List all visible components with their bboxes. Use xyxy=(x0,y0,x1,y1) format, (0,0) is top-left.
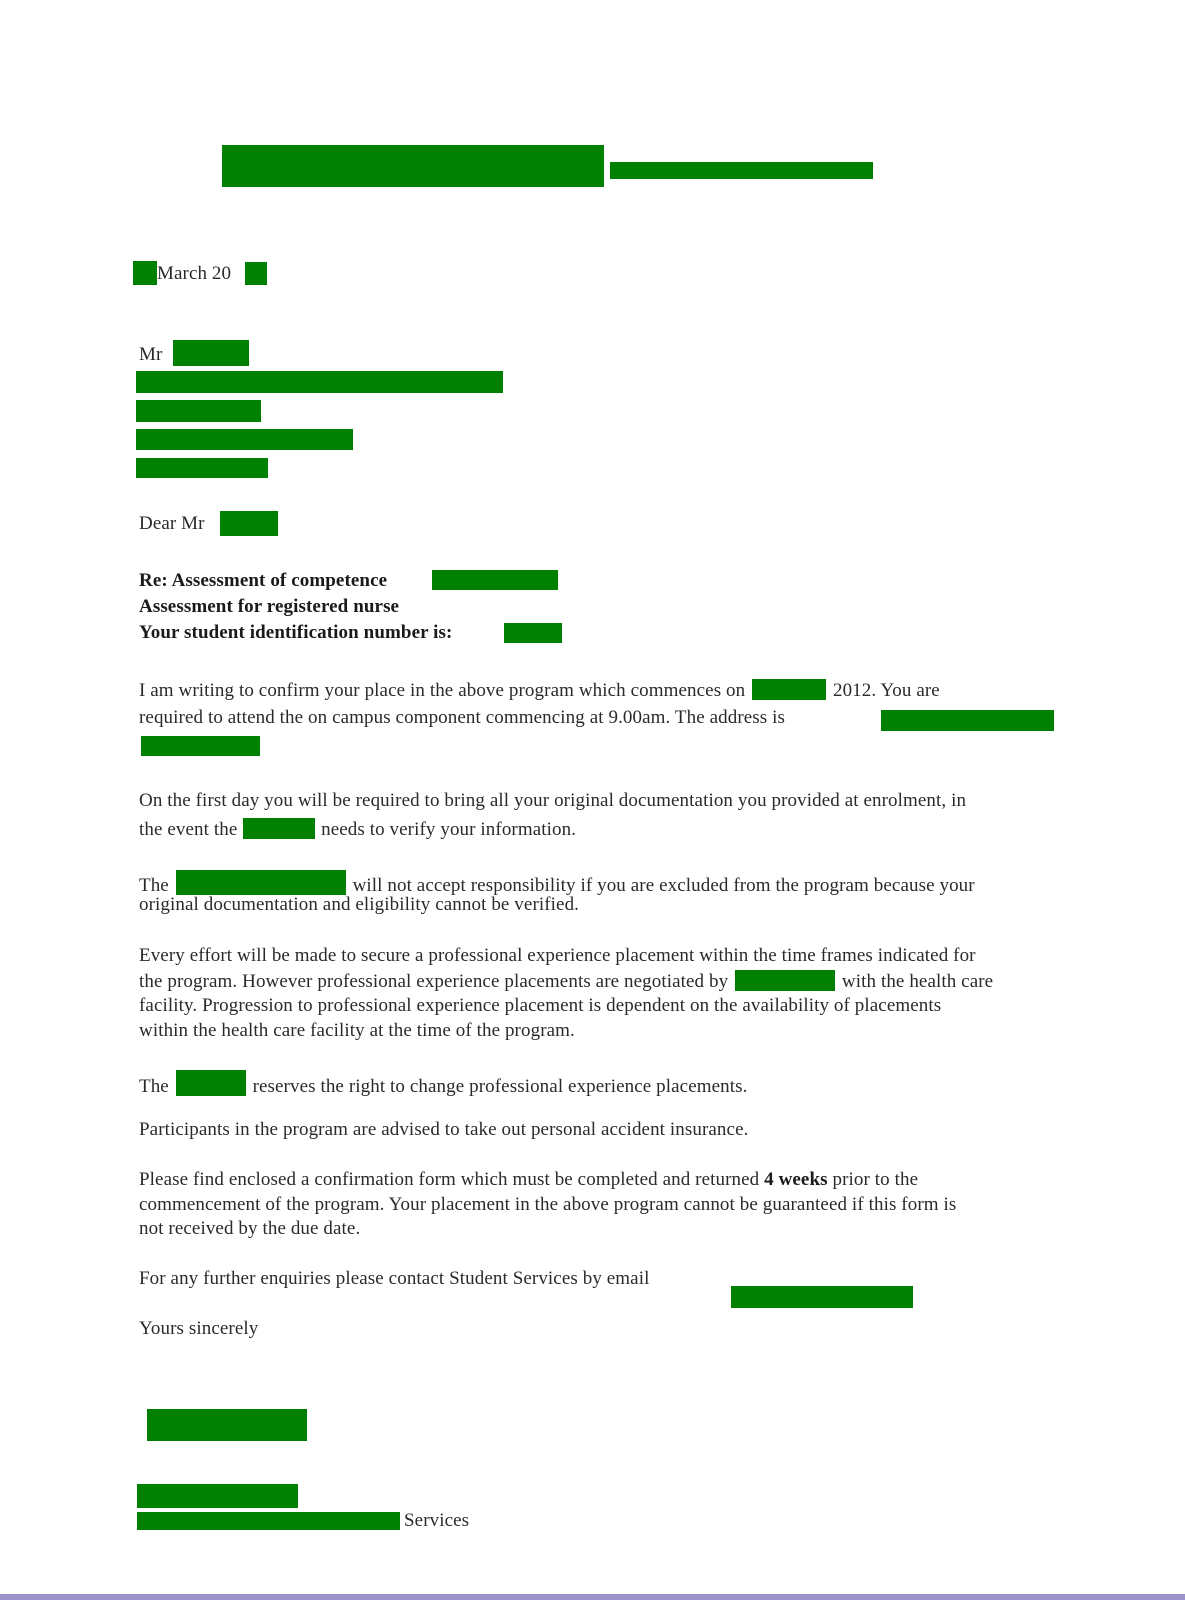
email-redaction xyxy=(731,1286,913,1308)
date-year-redaction xyxy=(245,262,267,285)
p7-line1 xyxy=(139,1169,918,1191)
p7-line3: not received by the due date. xyxy=(139,1218,361,1239)
p4-line1: Every effort will be made to secure a professional experience placement within the time frames indicated for xyxy=(139,945,976,966)
letterhead-logo-redaction xyxy=(222,145,604,187)
signatory-title-redaction xyxy=(137,1512,400,1530)
p3-line1 xyxy=(139,870,975,897)
p4-line2-text-b: with the health care xyxy=(841,971,994,992)
assessment-line: Assessment for registered nurse xyxy=(139,596,400,617)
address-line2-redaction xyxy=(136,400,261,422)
signatory-department: Services xyxy=(404,1510,470,1531)
address-redaction-a xyxy=(881,710,1054,731)
p2-line2-text-a: the event the xyxy=(139,819,238,840)
address-redaction-b xyxy=(141,736,260,756)
re-line-redaction xyxy=(432,570,558,590)
addressee-title: Mr xyxy=(139,344,163,365)
p7-line1-text-b: prior to the xyxy=(832,1169,919,1190)
p1-line2-text: required to attend the on campus component commencing at 9.00am. The address is xyxy=(139,707,785,728)
p3-line2: original documentation and eligibility cannot be verified. xyxy=(139,894,580,915)
salutation-name-redaction xyxy=(220,511,278,536)
p3-line1-text-b: will not accept responsibility if you are excluded from the program because your xyxy=(352,875,975,896)
re-line: Re: Assessment of competence xyxy=(139,570,388,591)
letterhead-text-redaction xyxy=(610,162,873,179)
p5-line xyxy=(139,1070,747,1098)
p6-line: Participants in the program are advised to take out personal accident insurance. xyxy=(139,1119,749,1140)
p2-line2-text-b: needs to verify your information. xyxy=(321,819,577,840)
p5-text-a: The xyxy=(139,1076,169,1097)
p4-line2 xyxy=(139,970,993,993)
institution-redaction-3 xyxy=(735,970,835,991)
p1-line2 xyxy=(139,707,785,729)
addressee-name-redaction xyxy=(173,340,249,366)
p4-line2-text-a: the program. However professional experience placements are negotiated by xyxy=(139,971,729,992)
student-id-line: Your student identification number is: xyxy=(139,622,453,643)
institution-redaction-2 xyxy=(176,870,346,895)
p4-line3: facility. Progression to professional experience placement is dependent on the availability of placements xyxy=(139,995,942,1016)
institution-redaction-4 xyxy=(176,1070,246,1096)
p7-weeks-emphasis: 4 weeks xyxy=(764,1169,828,1190)
date-day-redaction xyxy=(133,261,157,285)
salutation: Dear Mr xyxy=(139,513,205,534)
p1-line1-text-b: 2012. You are xyxy=(832,680,940,701)
p3-line1-text-a: The xyxy=(139,875,169,896)
p7-line2: commencement of the program. Your placement in the above program cannot be guaranteed if this form is xyxy=(139,1194,957,1215)
letter-date: March 20 xyxy=(157,263,232,284)
p5-text-b: reserves the right to change professional experience placements. xyxy=(252,1076,748,1097)
p2-line2 xyxy=(139,818,576,841)
signature-redaction xyxy=(147,1409,307,1441)
institution-redaction-1 xyxy=(243,818,315,839)
closing: Yours sincerely xyxy=(139,1318,259,1339)
p8-line: For any further enquiries please contact Student Services by email xyxy=(139,1268,650,1289)
address-line1-redaction xyxy=(136,371,503,393)
student-id-redaction xyxy=(504,623,562,643)
p1-line1-text-a: I am writing to confirm your place in the above program which commences on xyxy=(139,680,746,701)
signatory-name-redaction xyxy=(137,1484,298,1508)
p1-line1 xyxy=(139,679,940,702)
address-line3-redaction xyxy=(136,429,353,450)
address-line4-redaction xyxy=(136,458,268,478)
scan-edge-bar xyxy=(0,1594,1185,1600)
p4-line4: within the health care facility at the time of the program. xyxy=(139,1020,575,1041)
p2-line1: On the first day you will be required to bring all your original documentation you provided at enrolment, in xyxy=(139,790,967,811)
commence-date-redaction xyxy=(752,679,826,700)
p7-line1-text-a: Please find enclosed a confirmation form which must be completed and returned xyxy=(139,1169,760,1190)
